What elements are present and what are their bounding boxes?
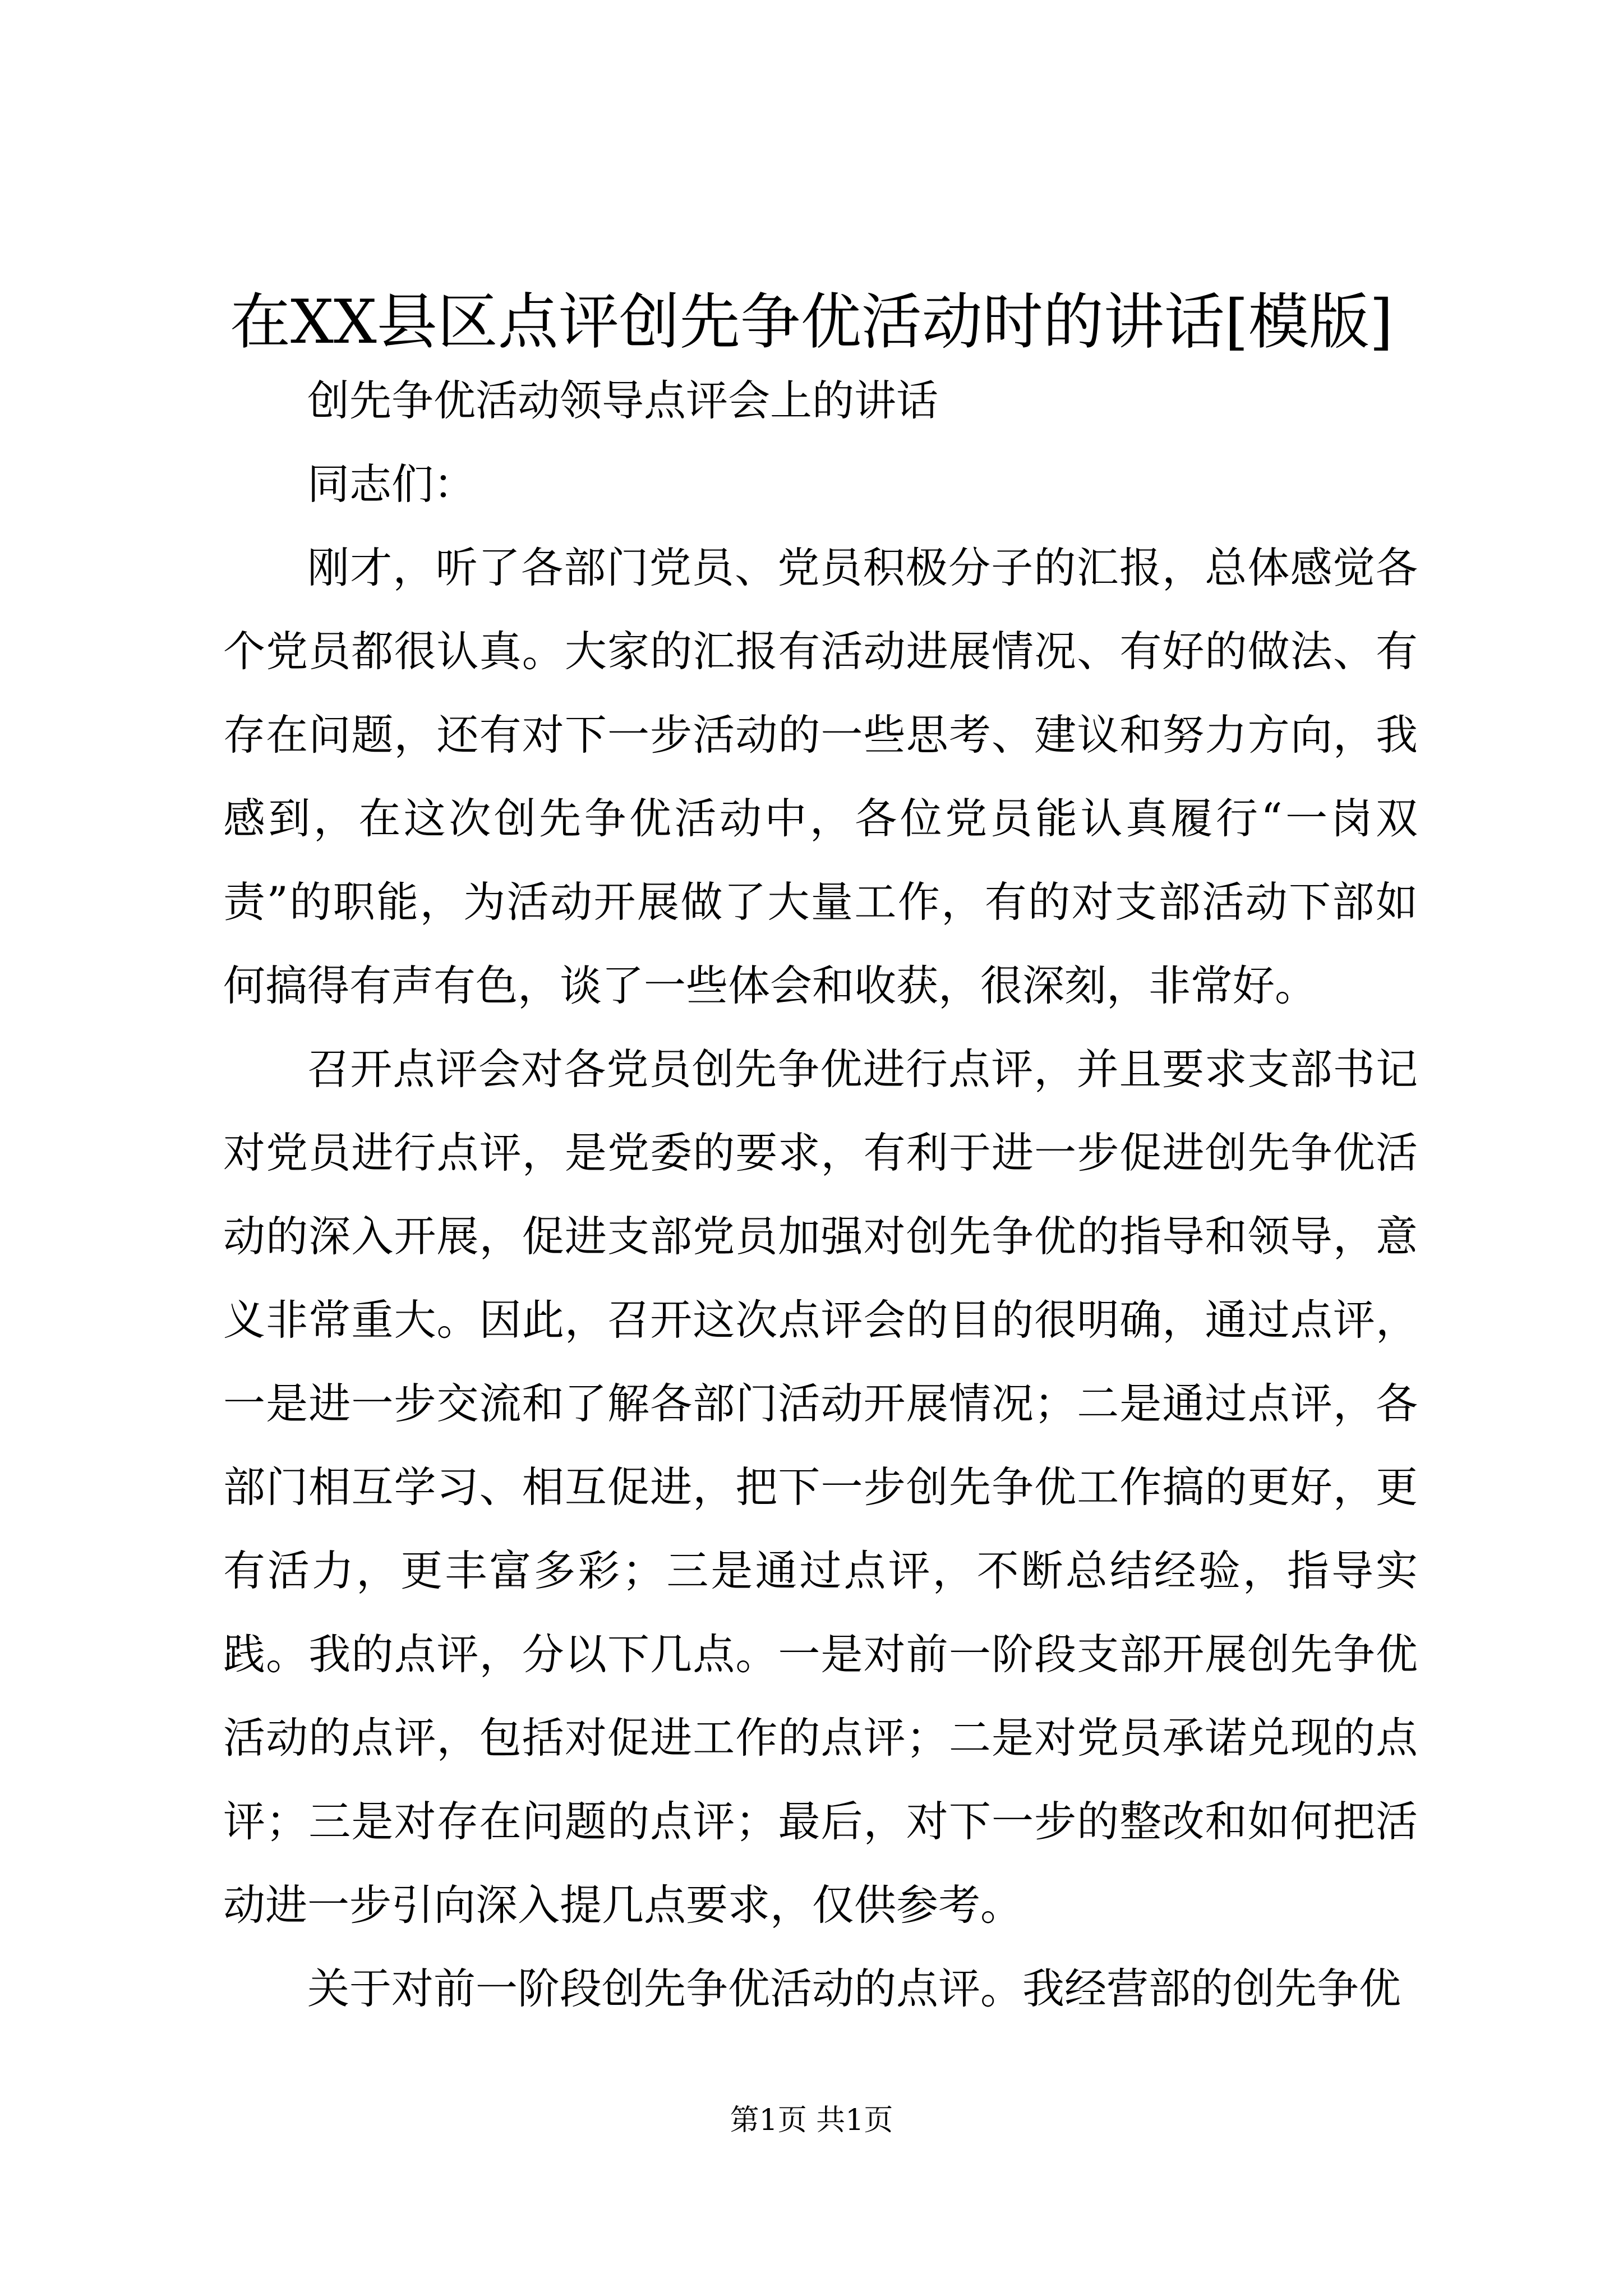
document-body — [223, 359, 1418, 2031]
document-title: 在XX县区点评创先争优活动时的讲话[模版] — [229, 287, 1394, 357]
body-paragraph-3: 关于对前一阶段创先争优活动的点评。我经营部的创先争优 — [307, 1964, 1401, 2013]
subtitle-paragraph: 创先争优活动领导点评会上的讲话 — [307, 376, 939, 425]
page-footer: 第1页 共1页 — [730, 2104, 893, 2137]
body-paragraph-1: 刚才，听了各部门党员、党员积极分子的汇报，总体感觉各个党员都很认真。大家的汇报有活动进展情况、有好的做法、有存在问题，还有对下一步活动的一些思考、建议和努力方向，我感到，在这次创先争优活动中，各位党员能认真履行“一岗双责”的职能，为活动开展做了大量工作，有的对支部活动下部如何搞得有声有色，谈了一些体会和收获，很深刻，非常好。 — [223, 543, 1418, 1010]
salutation-paragraph: 同志们： — [307, 459, 476, 509]
body-paragraph-2: 召开点评会对各党员创先争优进行点评，并且要求支部书记对党员进行点评，是党委的要求，有利于进一步促进创先争优活动的深入开展，促进支部党员加强对创先争优的指导和领导，意义非常重大。因此，召开这次点评会的目的很明确，通过点评，一是进一步交流和了解各部门活动开展情况；二是通过点评，各部门相互学习、相互促进，把下一步创先争优工作搞的更好，更有活力，更丰富多彩；三是通过点评，不断总结经验，指导实践。我的点评，分以下几点。一是对前一阶段支部开展创先争优活动的点评，包括对促进工作的点评；二是对党员承诺兑现的点评；三是对存在问题的点评；最后，对下一步的整改和如何把活动进一步引向深入提几点要求，仅供参考。 — [223, 1045, 1418, 1930]
